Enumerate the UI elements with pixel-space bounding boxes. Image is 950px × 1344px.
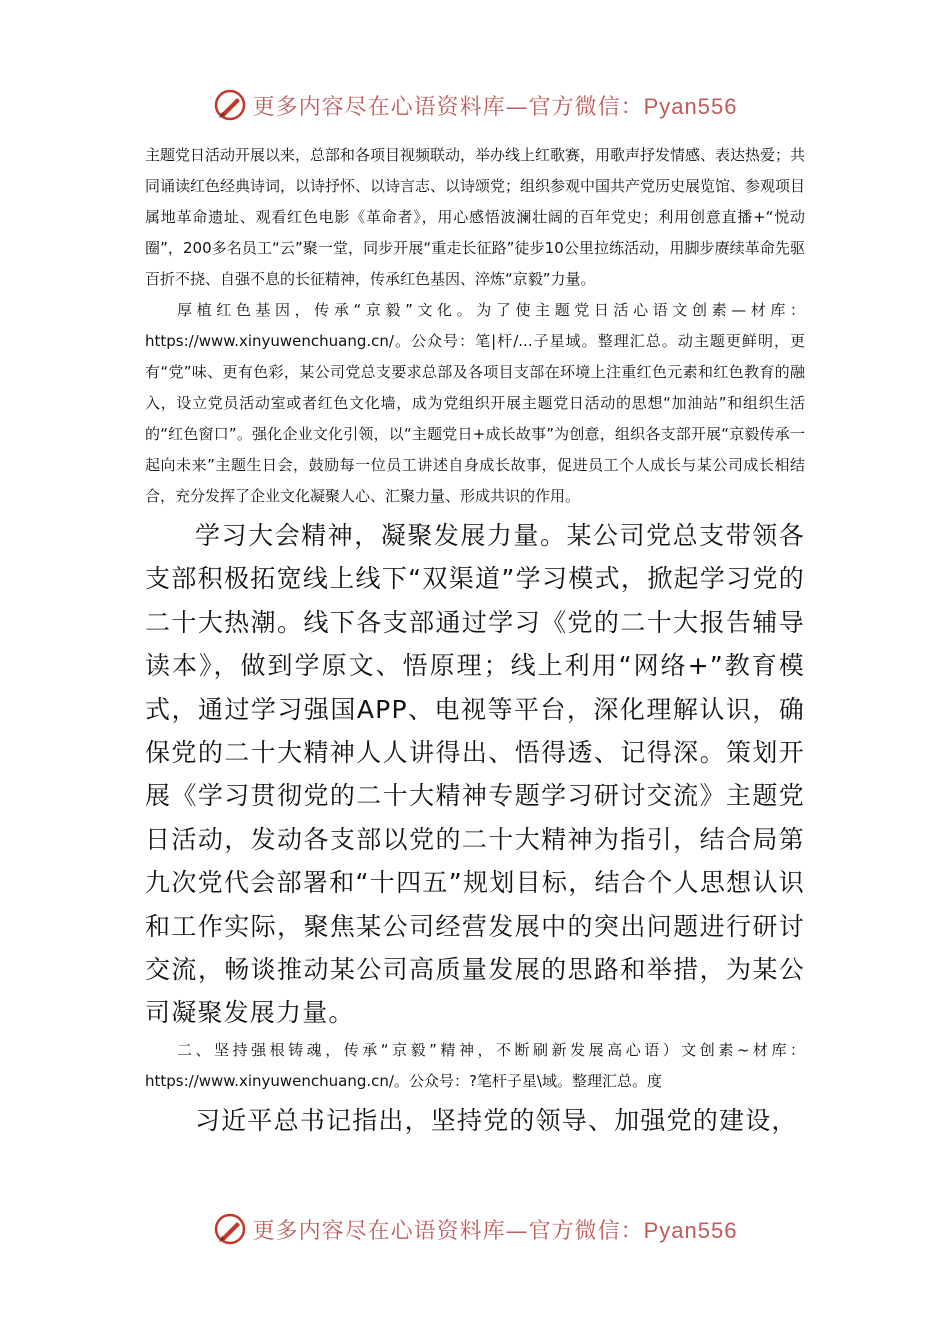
paragraph-1: 主题党日活动开展以来，总部和各项目视频联动，举办线上红歌赛，用歌声抒发情感、表达热爱；共同诵读红色经典诗词，以诗抒怀、以诗言志、以诗颂党；组织参观中国共产党历史展览馆、参观项目属地革命遗址、观看红色电影《革命者》，用心感悟波澜壮阔的百年党史；利用创意直播+“悦动圈”，200多名员工“云”聚一堂，同步开展“重走长征路”徒步10公里拉练活动，用脚步赓续革命先驱百折不挠、自强不息的长征精神，传承红色基因、淬炼“京毅”力量。 — [145, 146, 806, 288]
pen-logo-icon — [213, 88, 247, 122]
paragraph-2: 厚植红色基因，传承“京毅”文化。为了使主题党日活心语文创素—材库：https://www.xinyuwenchuang.cn/。公众号：笔|杆/...子星域。整理汇总。动主题更鲜明，更有“党”味、更有色彩，某公司党总支要求总部及各项目支部在环境上注重红色元素和红色教育的融入，设立党员活动室或者红色文化墙，成为党组织开展主题党日活动的思想“加油站”和组织生活的“红色窗口”。强化企业文化引领，以“主题党日+成长故事”为创意，组织各支部开展“京毅传承一起向未来”主题生日会，鼓励每一位员工讲述自身成长故事，促进员工个人成长与某公司成长相结合，充分发挥了企业文化凝聚人心、汇聚力量、形成共识的作用。 — [145, 301, 805, 505]
document-body — [145, 140, 805, 1142]
bottom-banner — [0, 1204, 950, 1254]
paragraph-5: 习近平总书记指出，坚持党的领导、加强党的建设， — [195, 1105, 798, 1135]
paragraph-3: 学习大会精神，凝聚发展力量。某公司党总支带领各支部积极拓宽线上线下“双渠道”学习模式，掀起学习党的二十大热潮。线下各支部通过学习《党的二十大报告辅导读本》，做到学原文、悟原理；线上利用“网络+”教育模式，通过学习强国APP、电视等平台，深化理解认识，确保党的二十大精神人人讲得出、悟得透、记得深。策划开展《学习贯彻党的二十大精神专题学习研讨交流》主题党日活动，发动各支部以党的二十大精神为指引，结合局第九次党代会部署和“十四五”规划目标，结合个人思想认识和工作实际，聚焦某公司经营发展中的突出问题进行研讨交流，畅谈推动某公司高质量发展的思路和举措，为某公司凝聚发展力量。 — [145, 521, 805, 1028]
banner-text: 更多内容尽在心语资料库—官方微信：Pyan556 — [252, 93, 738, 120]
banner-text: 更多内容尽在心语资料库—官方微信：Pyan556 — [252, 1217, 738, 1244]
pen-logo-icon — [213, 1212, 247, 1246]
top-banner — [0, 80, 950, 130]
paragraph-4: 二、坚持强根铸魂，传承“京毅”精神，不断刷新发展高心语）文创素~材库：https://www.xinyuwenchuang.cn/。公众号：?笔杆子星\域。整理汇总。度 — [145, 1040, 805, 1090]
